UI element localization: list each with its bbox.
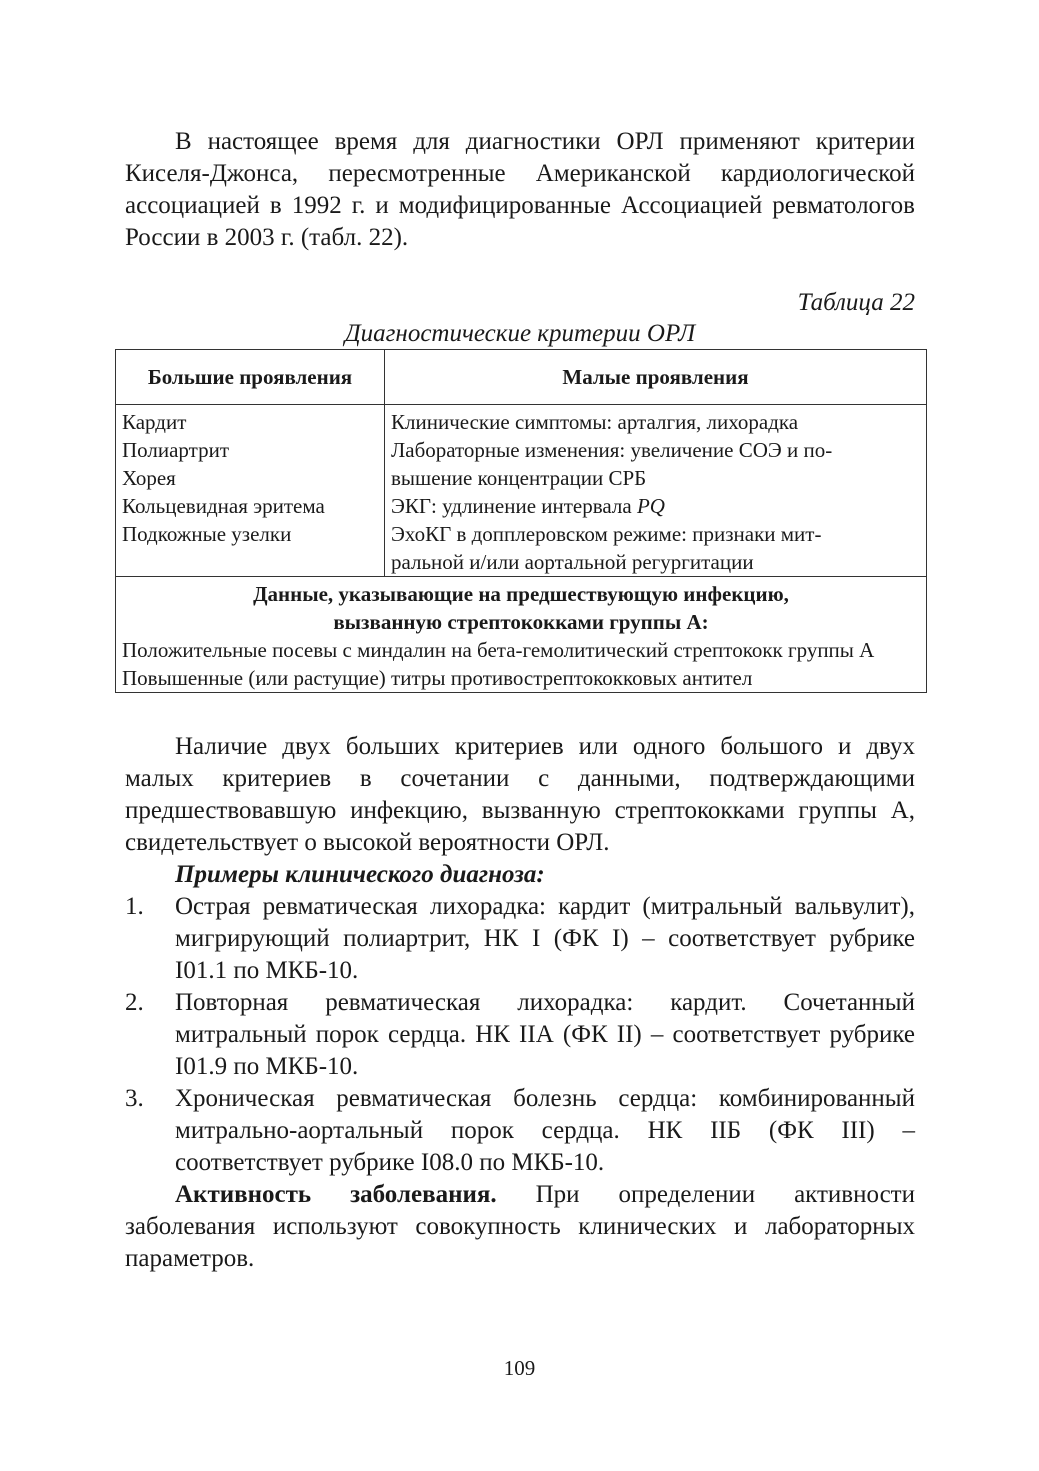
table-row: [116, 577, 927, 693]
list-item: [125, 1083, 915, 1179]
strep-evidence-item: Положительные посевы с миндалин на бета-гемолитический стрептококк группы А: [122, 638, 875, 662]
table-caption: Таблица 22: [797, 289, 915, 316]
strep-evidence-item: Повышенные (или растущие) титры противострептококковых антител: [122, 666, 753, 690]
list-item: [125, 891, 915, 987]
list-item-text: Хроническая ревматическая болезнь сердца: комбинированный митрально-аортальный порок сердца. НК IIБ (ФК III) – соответствует рубрике I08.0 по МКБ-10.: [175, 1085, 915, 1176]
page-content: [122, 126, 915, 1275]
list-item-number: 1.: [125, 893, 144, 920]
list-item-text: Острая ревматическая лихорадка: кардит (митральный вальвулит), мигрирующий полиартрит, НК I (ФК I) – соответствует рубрике I01.1 по МКБ-10.: [175, 893, 915, 984]
page-number: 109: [503, 1356, 536, 1380]
major-criterion: Кардит: [122, 410, 187, 434]
major-criterion: Полиартрит: [122, 438, 229, 462]
list-item: [125, 987, 915, 1083]
minor-criterion-echo: ЭхоКГ в допплеровском режиме: признаки мит-: [391, 522, 822, 546]
list-item-number: 3.: [125, 1085, 144, 1112]
list-item-number: 2.: [125, 989, 144, 1016]
minor-header: Малые проявления: [385, 350, 927, 405]
criteria-table: [115, 349, 927, 693]
minor-criterion-lab: Лабораторные изменения: увеличение СОЭ и по-: [391, 438, 833, 462]
activity-paragraph: [125, 1179, 915, 1275]
table-title: Диагностические критерии ОРЛ: [344, 320, 696, 347]
minor-criterion-ecg: [391, 492, 920, 520]
activity-heading: Активность заболевания.: [175, 1181, 497, 1208]
major-criterion: Подкожные узелки: [122, 522, 292, 546]
activity-text: При определении активности заболевания используют совокупность клинических и лабораторных параметров.: [125, 1181, 915, 1272]
major-criterion: Хорея: [122, 466, 176, 490]
list-item-text: Повторная ревматическая лихорадка: кардит. Сочетанный митральный порок сердца. НК IIА (ФК II) – соответствует рубрике I01.9 по МКБ-10.: [175, 989, 915, 1080]
minor-criterion-clinical: Клинические симптомы: арталгия, лихорадка: [391, 410, 799, 434]
ecg-interval: PQ: [636, 494, 665, 518]
minor-criteria-cell: [385, 405, 927, 577]
major-header: Большие проявления: [116, 350, 385, 405]
major-criterion: Кольцевидная эритема: [122, 494, 325, 518]
strep-evidence-cell: [116, 577, 927, 693]
strep-heading-cont: вызванную стрептококками группы А:: [333, 610, 709, 634]
examples-title: Примеры клинического диагноза:: [175, 861, 545, 888]
major-criteria-cell: [116, 405, 385, 577]
ecg-text: ЭКГ: удлинение интервала: [391, 494, 637, 518]
strep-heading: Данные, указывающие на предшествующую инфекцию,: [253, 582, 789, 606]
conclusion-paragraph: Наличие двух больших критериев или одного большого и двух малых критериев в сочетании с данными, подтверждающими предшествовавшую инфекцию, вызванную стрептококками группы А, свидетельствует о высокой вероятности ОРЛ.: [125, 733, 915, 856]
table-header-row: [116, 350, 927, 405]
intro-paragraph: В настоящее время для диагностики ОРЛ применяют критерии Киселя-Джонса, пересмотренные Американской кардиологической ассоциацией в 1992 г. и модифицированные Ассоциацией ревматологов России в 2003 г. (табл. 22).: [125, 128, 915, 251]
minor-criterion-lab-cont: вышение концентрации СРБ: [391, 466, 647, 490]
table-row: [116, 405, 927, 577]
minor-criterion-echo-cont: ральной и/или аортальной регургитации: [391, 550, 754, 574]
examples-list: [125, 891, 915, 1179]
